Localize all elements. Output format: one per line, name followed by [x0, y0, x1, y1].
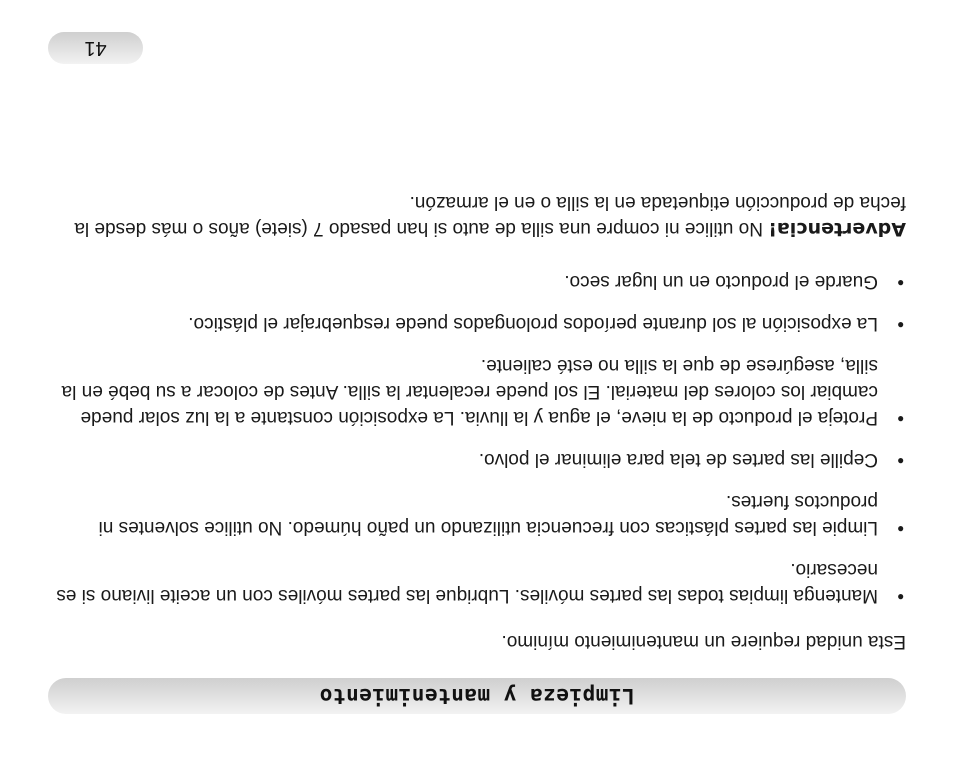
- list-item-text: Proteja el producto de la nieve, el agua y la lluvia. La exposición constante a la luz solar puede cambiar los colores del material. El sol puede recalentar la silla. Antes de colocar a su bebé en la silla, asegúrese de que la silla no esté caliente.: [61, 355, 878, 428]
- bullet-icon: •: [897, 585, 904, 606]
- warning-text: No utilice ni compre una silla de auto si han pasado 7 (siete) años o más desde la fecha de producción etiquetada en la silla o en el armazón.: [74, 192, 906, 239]
- list-item: [46, 446, 906, 472]
- list-item: [46, 556, 906, 608]
- bullet-icon: •: [897, 271, 904, 292]
- list-item-text: Limpie las partes plásticas con frecuencia utilizando un paño húmedo. No utilice solventes ni productos fuertes.: [98, 491, 878, 538]
- list-item: [46, 352, 906, 430]
- warning-paragraph: [46, 189, 906, 242]
- list-item-text: Mantenga limpias todas las partes móviles. Lubrique las partes móviles con un aceite liviano si es necesario.: [56, 559, 878, 606]
- warning-label: Advertencia!: [768, 218, 906, 240]
- maintenance-list: [46, 268, 906, 608]
- bullet-icon: •: [897, 407, 904, 428]
- intro-text: Esta unidad requiere un mantenimiento mínimo.: [501, 631, 906, 652]
- section-title-bar: [48, 678, 906, 714]
- bullet-icon: •: [897, 313, 904, 334]
- page-content: [46, 189, 906, 654]
- page-number: 41: [48, 32, 143, 64]
- list-item: [46, 310, 906, 336]
- list-item: [46, 488, 906, 540]
- list-item-text: La exposición al sol durante períodos prolongados puede resquebrajar el plástico.: [188, 313, 878, 334]
- list-item-text: Cepille las partes de tela para eliminar el polvo.: [478, 449, 878, 470]
- bullet-icon: •: [897, 517, 904, 538]
- section-title: Limpieza y mantenimiento: [319, 684, 635, 708]
- bullet-icon: •: [897, 449, 904, 470]
- list-item-text: Guarde el producto en un lugar seco.: [564, 271, 878, 292]
- list-item: [46, 268, 906, 294]
